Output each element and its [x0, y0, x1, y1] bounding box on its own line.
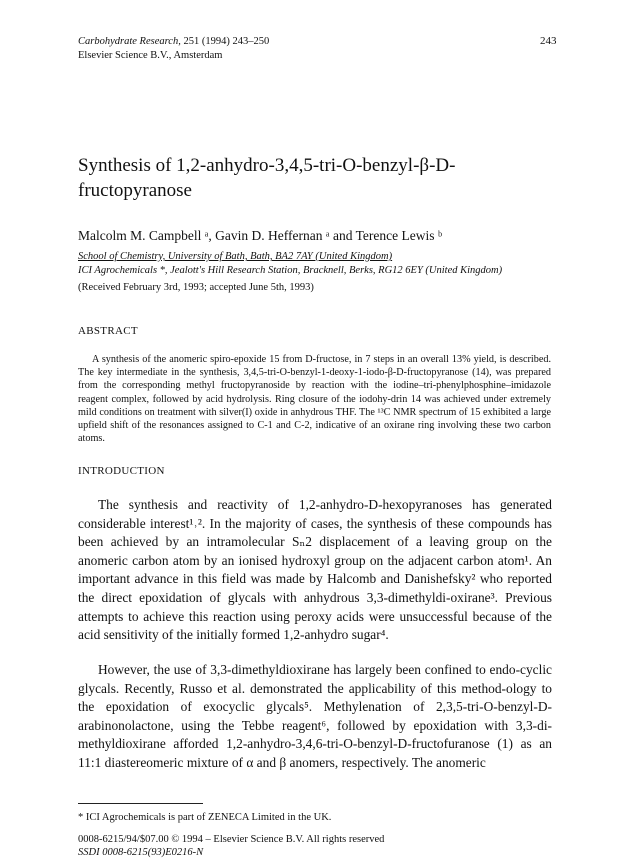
abstract-text: A synthesis of the anomeric spiro-epoxide 15 from D-fructose, in 7 steps in an overall 13% yield, is described. The key intermediate in the synthesis, 3,4,5-tri-O-benzyl-1-deoxy-1-iodo-β-D-fructopyranose (14), was prepared from the corresponding methyl fructopyranoside by reaction with the iodine–tri-phenylphosphine–imidazole reagent complex, followed by acid hydrolysis. Ring closure of the iodohy-drin 14 was achieved under extremely mild conditions on treatment with silver(I) oxide in anhydrous THF. The ¹³C NMR spectrum of 15 exhibited a large upfield shift of the resonances assigned to C-1 and C-2, indicative of an oxirane ring involving these two carbon atoms.	[78, 354, 551, 445]
footnote-rule	[78, 803, 203, 804]
abstract-heading: ABSTRACT	[78, 325, 138, 337]
intro-paragraph-1: The synthesis and reactivity of 1,2-anhydro-D-hexopyranoses has generated considerable interest¹˒². In the majority of cases, the synthesis of these compounds has been achieved by an intramolecular Sₙ2 displacement of a leaving group on the anomeric carbon atom by an ionised hydroxyl group on the adjacent carbon atom¹. An important advance in this field was made by Halcomb and Danishefsky² who reported the direct epoxidation of glycals with anhydrous 3,3-dimethyldi-oxirane³. Previous attempts to achieve this reaction using peroxy acids were unsuccessful because of the acid sensitivity of the initially formed 1,2-anhydro sugar⁴.	[78, 497, 552, 643]
article-title	[78, 153, 548, 203]
journal-citation: 251 (1994) 243–250	[180, 36, 270, 47]
received-dates: (Received February 3rd, 1993; accepted June 5th, 1993)	[78, 282, 314, 293]
footnote: * ICI Agrochemicals is part of ZENECA Limited in the UK.	[78, 812, 332, 823]
copyright-line: 0008-6215/94/$07.00 © 1994 – Elsevier Science B.V. All rights reserved	[78, 834, 385, 845]
introduction-heading: INTRODUCTION	[78, 465, 165, 477]
affiliation-a: School of Chemistry, University of Bath, Bath, BA2 7AY (United Kingdom)	[78, 251, 393, 262]
intro-paragraph-2: However, the use of 3,3-dimethyldioxirane has largely been confined to endo-cyclic glycals. Recently, Russo et al. demonstrated the applicability of this method-ology to the epoxidation of exocyclic glycals⁵. Methylenation of 2,3,5-tri-O-benzyl-D-arabinonolactone, using the Tebbe reagent⁶, followed by epoxidation with 3,3-di-methyldioxirane afforded 1,2-anhydro-3,4,6-tri-O-benzyl-D-fructofuranose (1) as an 11:1 diastereomeric mixture of α and β anomers, respectively. The anomeric	[78, 662, 552, 770]
page-number: 243	[540, 35, 557, 47]
ssdi-line: SSDI 0008-6215(93)E0216-N	[78, 847, 204, 858]
copyright-block	[78, 833, 384, 859]
publisher: Elsevier Science B.V., Amsterdam	[78, 50, 223, 61]
title-line-1: Synthesis of 1,2-anhydro-3,4,5-tri-O-benzyl-β-D-	[78, 155, 456, 176]
running-header	[78, 35, 269, 63]
journal-name: Carbohydrate Research,	[78, 36, 181, 47]
title-line-2: fructopyranose	[78, 180, 192, 201]
affiliation-b: ICI Agrochemicals *, Jealott's Hill Research Station, Bracknell, Berks, RG12 6EY (United Kingdom)	[78, 265, 503, 276]
author-list: Malcolm M. Campbell ᵃ, Gavin D. Heffernan ᵃ and Terence Lewis ᵇ	[78, 228, 443, 243]
